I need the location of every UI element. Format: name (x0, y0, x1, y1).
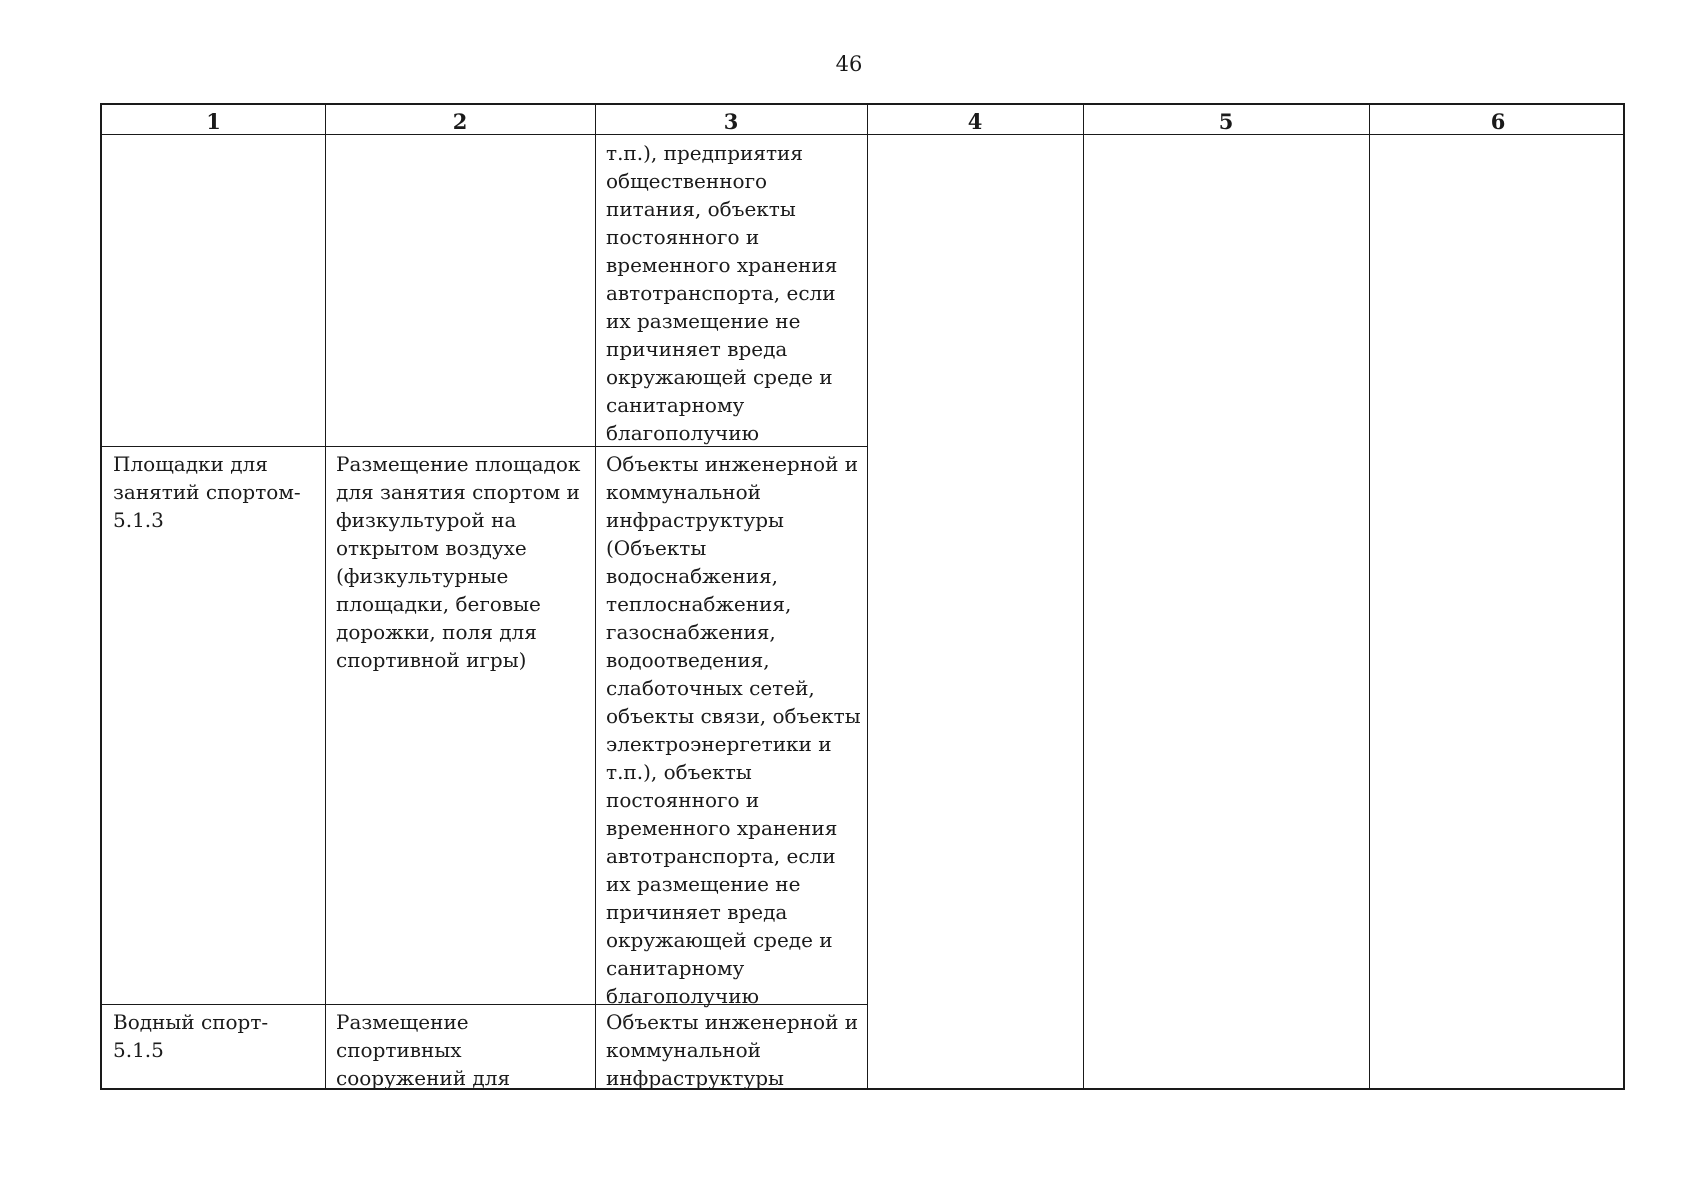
land-use-table (100, 103, 1625, 1090)
row-3-col-2: Размещение спортивных сооружений для (336, 1010, 511, 1090)
row-1-col-3: т.п.), предприятия общественного питания, объекты постоянного и временного хранения автотранспорта, если их размещение не причиняет вреда окружающей среде и санитарному благополучию (606, 141, 838, 445)
row-3-col-1: Водный спорт- 5.1.5 (113, 1010, 269, 1062)
column-divider (867, 105, 868, 1088)
row-3-col-3: Объекты инженерной и коммунальной инфраструктуры (606, 1010, 859, 1090)
column-divider (595, 105, 596, 1088)
row-2-col-1: Площадки для занятий спортом- 5.1.3 (113, 452, 301, 532)
header-col-2: 2 (452, 109, 468, 134)
header-divider (102, 134, 1623, 135)
header-col-6: 6 (1490, 109, 1506, 134)
header-col-1: 1 (206, 109, 221, 134)
row-2-col-3: Объекты инженерной и коммунальной инфраструктуры (Объекты водоснабжения, теплоснабжения, газоснабжения, водоотведения, слаботочных сетей, объекты связи, объекты электроэнергетики и т.п.), объекты постоянного и временного хранения автотранспорта, если их размещение не причиняет вреда окружающей среде и санитарному благополучию (606, 452, 861, 1008)
column-divider (325, 105, 326, 1088)
column-divider (1369, 105, 1370, 1088)
page-number: 46 (835, 52, 863, 76)
header-col-4: 4 (967, 109, 983, 134)
row-2-col-2: Размещение площадок для занятия спортом и физкультурой на открытом воздухе (физкультурные площадки, беговые дорожки, поля для спортивной игры) (336, 452, 581, 672)
column-divider (1083, 105, 1084, 1088)
header-col-3: 3 (723, 109, 739, 134)
header-col-5: 5 (1218, 109, 1234, 134)
